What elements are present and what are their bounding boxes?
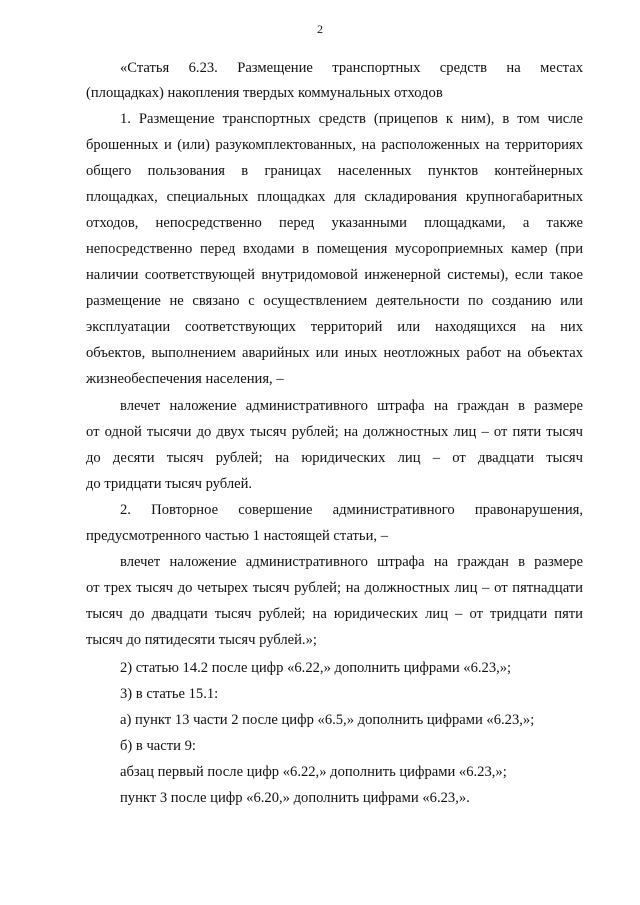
part1-line: наличии соответствующей внутридомовой инженерной системы), если такое [86,267,583,283]
amendment-item: а) пункт 13 части 2 после цифр «6.5,» дополнить цифрами «6.23,»; [120,712,535,728]
penalty2-line: влечет наложение административного штрафа на граждан в размере [120,554,583,570]
penalty1-line: от одной тысячи до двух тысяч рублей; на должностных лиц – от пяти тысяч [86,424,583,440]
penalty1-line: до десяти тысяч рублей; на юридических лиц – от двадцати тысяч [86,450,583,466]
part1-line: 1. Размещение транспортных средств (прицепов к ним), в том числе [120,111,583,127]
amendment-item: абзац первый после цифр «6.22,» дополнить цифрами «6.23,»; [120,764,507,780]
part1-line: отходов, непосредственно перед указанными площадками, а также [86,215,583,231]
amendment-item: б) в части 9: [120,738,196,754]
penalty1-line: влечет наложение административного штрафа на граждан в размере [120,398,583,414]
amendment-item: 2) статью 14.2 после цифр «6.22,» дополнить цифрами «6.23,»; [120,660,512,676]
part1-line: площадках, специальных площадках для складирования крупногабаритных [86,189,583,205]
article-title-line-1: «Статья 6.23. Размещение транспортных средств на местах [120,60,583,76]
part1-line: размещение не связано с осуществлением деятельности по созданию или [86,293,583,309]
penalty2-line: тысяч до двадцати тысяч рублей; на юридических лиц – от тридцати пяти [86,606,583,622]
part1-line: брошенных и (или) разукомплектованных, на расположенных на территориях [86,137,583,153]
penalty2-line: тысяч до пятидесяти тысяч рублей.»; [86,632,317,648]
penalty2-line: от трех тысяч до четырех тысяч рублей; на должностных лиц – от пятнадцати [86,580,583,596]
article-title-line-2: (площадках) накопления твердых коммунальных отходов [86,85,443,101]
amendment-item: 3) в статье 15.1: [120,686,219,702]
part2-line: 2. Повторное совершение административного правонарушения, [120,502,583,518]
part1-line: непосредственно перед входами в помещения мусороприемных камер (при [86,241,583,257]
part1-line: общего пользования в границах населенных пунктов контейнерных [86,163,583,179]
part1-line: эксплуатации соответствующих территорий или находящихся на них [86,319,583,335]
part1-line: объектов, выполнением аварийных или иных неотложных работ на объектах [86,345,583,361]
page-number: 2 [317,22,323,36]
penalty1-line: до тридцати тысяч рублей. [86,476,253,492]
part1-line: жизнеобеспечения населения, – [86,371,284,387]
part2-line: предусмотренного частью 1 настоящей статьи, – [86,528,388,544]
amendment-item: пункт 3 после цифр «6.20,» дополнить цифрами «6.23,». [120,790,470,806]
